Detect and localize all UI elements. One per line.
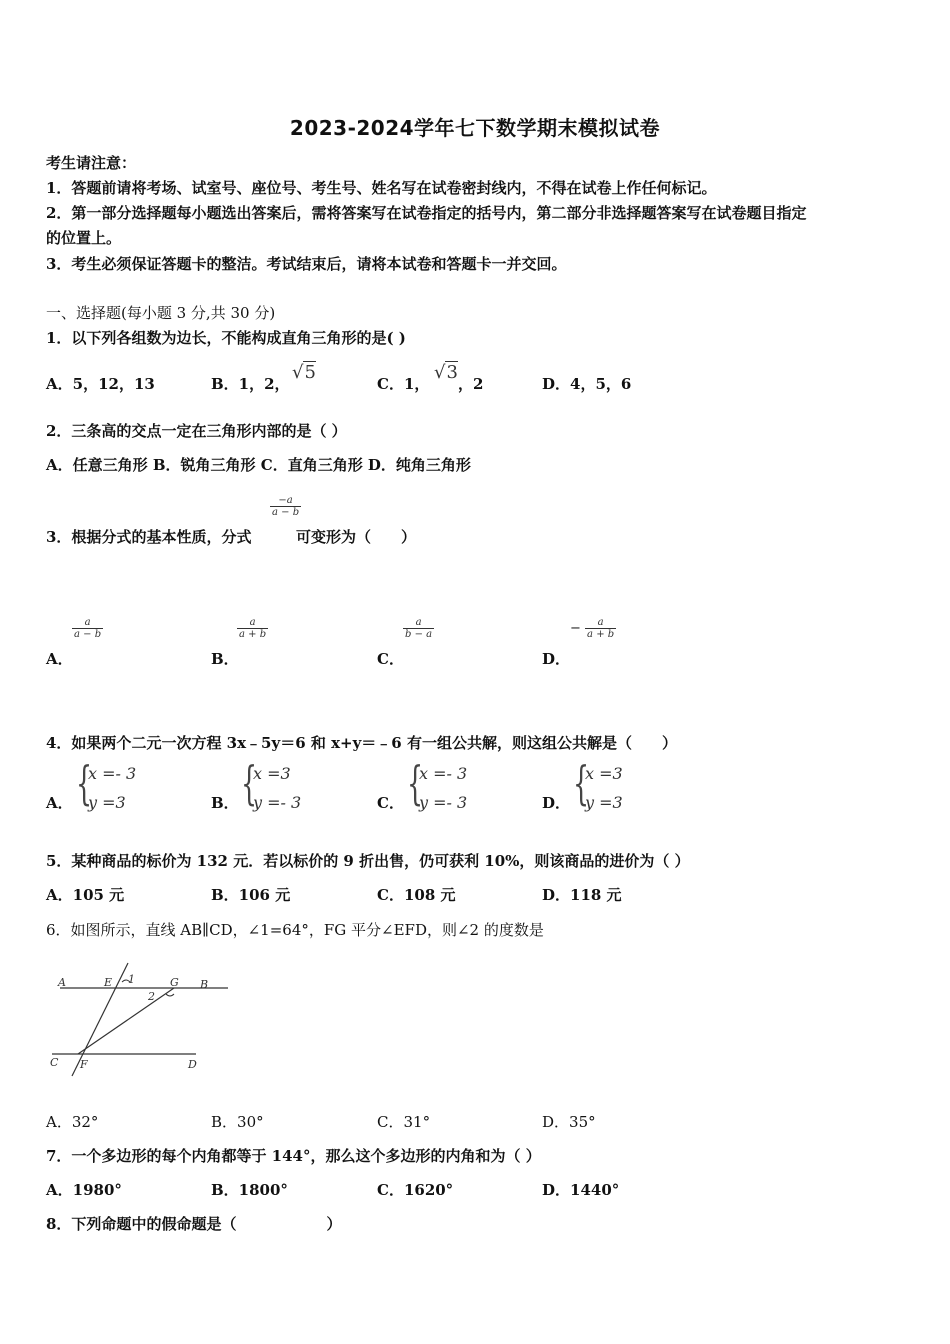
q3-stem-tail: 可变形为（ ） (296, 528, 417, 546)
q3-option-a: A． (46, 650, 73, 668)
q5-option-c: C．108 元 (377, 886, 456, 904)
label-a: A (58, 976, 66, 989)
q4-option-d-system (573, 756, 645, 820)
q3-d-num: a (597, 617, 604, 628)
q7-option-d: D．1440° (542, 1181, 620, 1199)
q2-stem: 2．三条高的交点一定在三角形内部的是（ ） (46, 422, 347, 440)
q4-option-d: D． (542, 794, 571, 812)
q2-options: A．任意三角形 B．锐角三角形 C．直角三角形 D．纯角三角形 (46, 456, 471, 474)
q4-b-y: y =- 3 (253, 793, 302, 812)
q6-option-b: B．30° (211, 1113, 264, 1131)
q3-option-a-frac (72, 617, 103, 640)
q4-option-c-system (407, 756, 479, 820)
q1-option-c: C．1， (377, 375, 430, 393)
q4-c-brace: { (407, 756, 424, 810)
q1-option-c-tail: ，2 (458, 375, 484, 393)
q4-option-b: B． (211, 794, 239, 812)
q4-b-x: x =3 (253, 764, 291, 783)
q6-option-d: D．35° (542, 1113, 596, 1131)
label-c: C (50, 1056, 59, 1069)
q5-option-d: D．118 元 (542, 886, 622, 904)
q3-option-b: B． (211, 650, 239, 668)
q3-option-c: C． (377, 650, 404, 668)
notice-item-3: 3．考生必须保证答题卡的整洁。考试结束后，请将本试卷和答题卡一并交回。 (46, 255, 567, 273)
q3-b-num: a (249, 617, 256, 628)
q4-d-brace: { (573, 756, 590, 810)
q7-stem: 7．一个多边形的每个内角都等于 144°，那么这个多边形的内角和为（ ） (46, 1147, 541, 1165)
q3-a-den: a − b (74, 629, 102, 640)
q4-c-y: y =- 3 (419, 793, 468, 812)
q1-option-d: D．4，5，6 (542, 375, 632, 393)
notice-item-1: 1．答题前请将考场、试室号、座位号、考生号、姓名写在试卷密封线内，不得在试卷上作任何标记。 (46, 179, 717, 197)
q7-option-b: B．1800° (211, 1181, 288, 1199)
q6-stem: 6．如图所示，直线 AB∥CD，∠1=64°，FG 平分∠EFD，则∠2 的度数是 (46, 921, 544, 939)
section-heading: 一、选择题(每小题 3 分,共 30 分) (46, 304, 276, 322)
q3-option-d: D． (542, 650, 571, 668)
q3-fraction (270, 495, 301, 518)
q4-a-x: x =- 3 (88, 764, 137, 783)
q3-d-den: a + b (587, 629, 615, 640)
q3-option-c-frac (403, 617, 434, 640)
label-e: E (104, 976, 113, 989)
angle-2-arc (166, 994, 174, 996)
q6-figure (46, 958, 236, 1083)
q4-d-x: x =3 (585, 764, 623, 783)
q4-option-b-system (241, 756, 313, 820)
q7-option-a: A．1980° (46, 1181, 122, 1199)
q5-option-b: B．106 元 (211, 886, 291, 904)
q4-b-brace: { (241, 756, 258, 810)
q1-sqrt-5: √5 (292, 362, 316, 383)
notice-heading: 考生请注意： (46, 154, 137, 172)
q6-option-a: A．32° (46, 1113, 99, 1131)
page-title: 2023-2024学年七下数学期末模拟试卷 (289, 116, 661, 140)
q4-a-brace: { (76, 756, 93, 810)
q3-c-den: b − a (405, 629, 433, 640)
label-g: G (170, 976, 179, 989)
q4-d-y: y =3 (585, 793, 623, 812)
q3-a-num: a (84, 617, 91, 628)
q1-sqrt-3-radicand: 3 (446, 362, 458, 383)
q7-option-c: C．1620° (377, 1181, 454, 1199)
q4-option-a-system (76, 756, 148, 820)
q3-frac-num: −a (278, 495, 293, 506)
q1-sqrt-5-radicand: 5 (304, 362, 316, 383)
line-fg (78, 988, 174, 1054)
q3-option-d-frac (570, 617, 616, 640)
q4-stem: 4．如果两个二元一次方程 3x﹣5y＝6 和 x+y＝﹣6 有一组公共解，则这组公共解是（ ） (46, 734, 677, 752)
q3-frac-den: a − b (272, 507, 300, 518)
q8-stem: 8．下列命题中的假命题是（ ） (46, 1215, 342, 1233)
notice-item-2: 2．第一部分选择题每小题选出答案后，需将答案写在试卷指定的括号内，第二部分非选择题答案写在试卷题目指定 (46, 204, 807, 222)
q4-option-a: A． (46, 794, 73, 812)
label-1: 1 (128, 973, 135, 986)
q4-a-y: y =3 (88, 793, 126, 812)
notice-item-2-cont: 的位置上。 (46, 229, 122, 247)
q3-d-sign: − (570, 621, 581, 636)
q5-stem: 5．某种商品的标价为 132 元．若以标价的 9 折出售，仍可获利 10%，则该商品的进价为（ ） (46, 852, 690, 870)
q3-stem: 3．根据分式的基本性质，分式 (46, 528, 252, 546)
q3-option-b-frac (237, 617, 268, 640)
q1-option-b: B．1，2， (211, 375, 290, 393)
label-d: D (188, 1058, 197, 1071)
label-2: 2 (148, 990, 155, 1003)
q3-c-num: a (415, 617, 422, 628)
label-b: B (200, 978, 209, 991)
q1-option-a: A．5，12，13 (46, 375, 155, 393)
label-f: F (80, 1058, 88, 1071)
q3-b-den: a + b (239, 629, 267, 640)
q1-stem: 1．以下列各组数为边长，不能构成直角三角形的是( ) (46, 329, 406, 347)
q4-c-x: x =- 3 (419, 764, 468, 783)
q6-option-c: C．31° (377, 1113, 431, 1131)
q4-option-c: C． (377, 794, 404, 812)
q5-option-a: A．105 元 (46, 886, 125, 904)
q1-sqrt-3: √3 (434, 362, 458, 383)
